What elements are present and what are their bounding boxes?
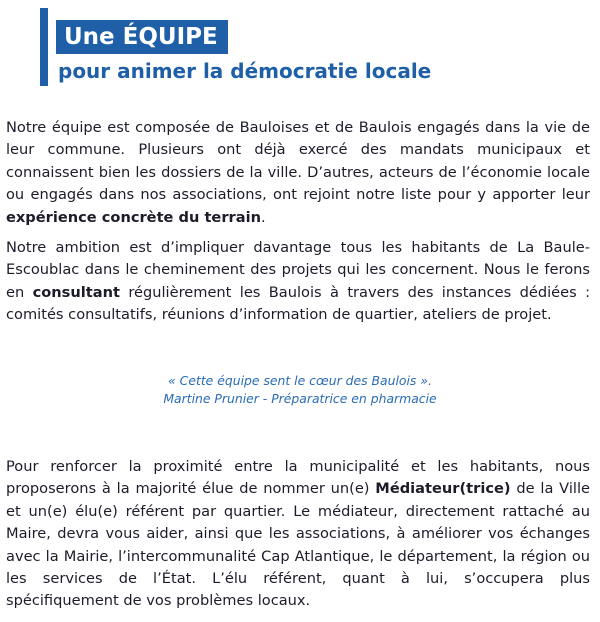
section-header [40, 8, 580, 86]
quote-author: Martine Prunier - Préparatrice en pharmacie [163, 391, 437, 406]
paragraph-ambition [6, 237, 590, 327]
paragraph-team [6, 117, 590, 229]
paragraph-mediator-text: Pour renforcer la proximité entre la municipalité et les habitants, nous proposerons à la majorité élue de nommer un(e) [6, 458, 590, 498]
paragraph-mediator [6, 456, 590, 613]
paragraph-ambition-end: régulièrement les Baulois à travers des instances dédiées : comités consultatifs, réunions d’information de quartier, ateliers de projet. [6, 283, 590, 324]
paragraph-team-bold: expérience concrète du terrain [6, 208, 261, 226]
paragraph-team-end: . [260, 208, 266, 226]
paragraph-team-text: Notre équipe est composée de Bauloises et de Baulois engagés dans la vie de leur commune. Plusieurs ont déjà exercé des mandats municipaux et connaissent bien les dossiers de la ville. D’autres, acteurs de l’économie locale ou engagés dans nos associations, ont rejoint notre liste pour y apporter leur [6, 119, 590, 204]
quote-text: « Cette équipe sent le cœur des Baulois ». [168, 373, 432, 388]
header-accent-bar [40, 8, 48, 86]
header-subtitle: pour animer la démocratie locale [58, 59, 432, 83]
paragraph-ambition-text: Notre ambition est d’impliquer davantage tous les habitants de La Baule-Escoublac dans le cheminement des projets qui les concernent. Nous le ferons en [6, 239, 590, 301]
paragraph-ambition-bold: consultant [32, 283, 120, 301]
paragraph-mediator-bold: Médiateur(trice) [375, 480, 511, 498]
paragraph-mediator-end: de la Ville et un(e) élu(e) référent par quartier. Le médiateur, directement rattaché au Maire, devra vous aider, ainsi que les associations, à améliorer vos échanges avec la Mairie, l’intercommunalité Cap Atlantique, le département, la région ou les services de l’État. L’élu référent, quant à lui, s’occupera plus spécifiquement de vos problèmes locaux. [6, 480, 590, 610]
header-title-tag: Une ÉQUIPE [56, 20, 228, 54]
